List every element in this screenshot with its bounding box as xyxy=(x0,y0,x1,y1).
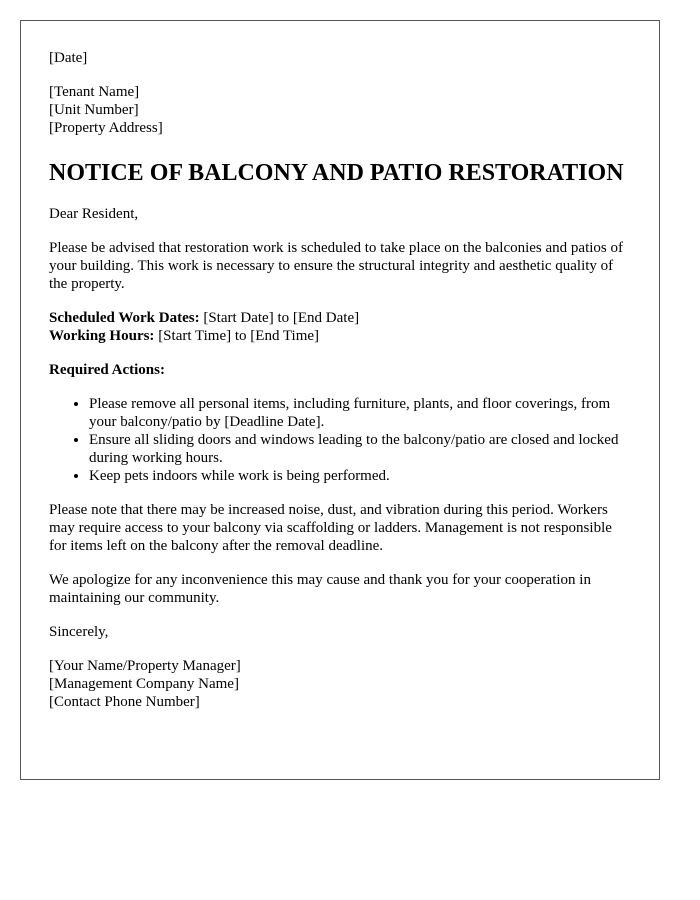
work-dates-value: [Start Date] to [End Date] xyxy=(199,310,360,326)
work-dates-label: Scheduled Work Dates: xyxy=(49,310,200,326)
schedule-block xyxy=(49,309,631,345)
date-block xyxy=(49,49,631,67)
apology-paragraph: We apologize for any inconvenience this may cause and thank you for your cooperation in maintaining our community. xyxy=(49,572,591,606)
closing: Sincerely, xyxy=(49,624,109,640)
tenant-name: [Tenant Name] xyxy=(49,84,140,100)
required-actions-list xyxy=(49,395,631,485)
company-name: [Management Company Name] xyxy=(49,676,239,692)
contact-phone: [Contact Phone Number] xyxy=(49,694,200,710)
list-item: • Ensure all sliding doors and windows leading to the balcony/patio are closed and locked during working hours. xyxy=(89,431,631,467)
note-paragraph: Please note that there may be increased noise, dust, and vibration during this period. Workers may require access to your balcony via scaffolding or ladders. Management is not responsible for items left on the balcony after the removal deadline. xyxy=(49,502,612,554)
working-hours-value: [Start Time] to [End Time] xyxy=(154,328,320,344)
signature-block xyxy=(49,657,631,711)
unit-number: [Unit Number] xyxy=(49,102,139,118)
working-hours-label: Working Hours: xyxy=(49,328,155,344)
notice-title: NOTICE OF BALCONY AND PATIO RESTORATION xyxy=(49,160,624,186)
property-address: [Property Address] xyxy=(49,120,163,136)
recipient-block xyxy=(49,83,631,137)
signer-name: [Your Name/Property Manager] xyxy=(49,658,241,674)
list-item: • Keep pets indoors while work is being performed. xyxy=(89,467,631,485)
list-item: • Please remove all personal items, including furniture, plants, and floor coverings, from your balcony/patio by [Deadline Date]. xyxy=(89,395,631,431)
intro-paragraph: Please be advised that restoration work is scheduled to take place on the balconies and patios of your building. This work is necessary to ensure the structural integrity and aesthetic quality of the property. xyxy=(49,240,623,292)
working-hours-line xyxy=(49,327,631,345)
letter-page xyxy=(20,20,660,780)
required-actions-heading: Required Actions: xyxy=(49,362,165,378)
work-dates-line xyxy=(49,309,631,327)
salutation: Dear Resident, xyxy=(49,206,139,222)
letter-date: [Date] xyxy=(49,50,88,66)
